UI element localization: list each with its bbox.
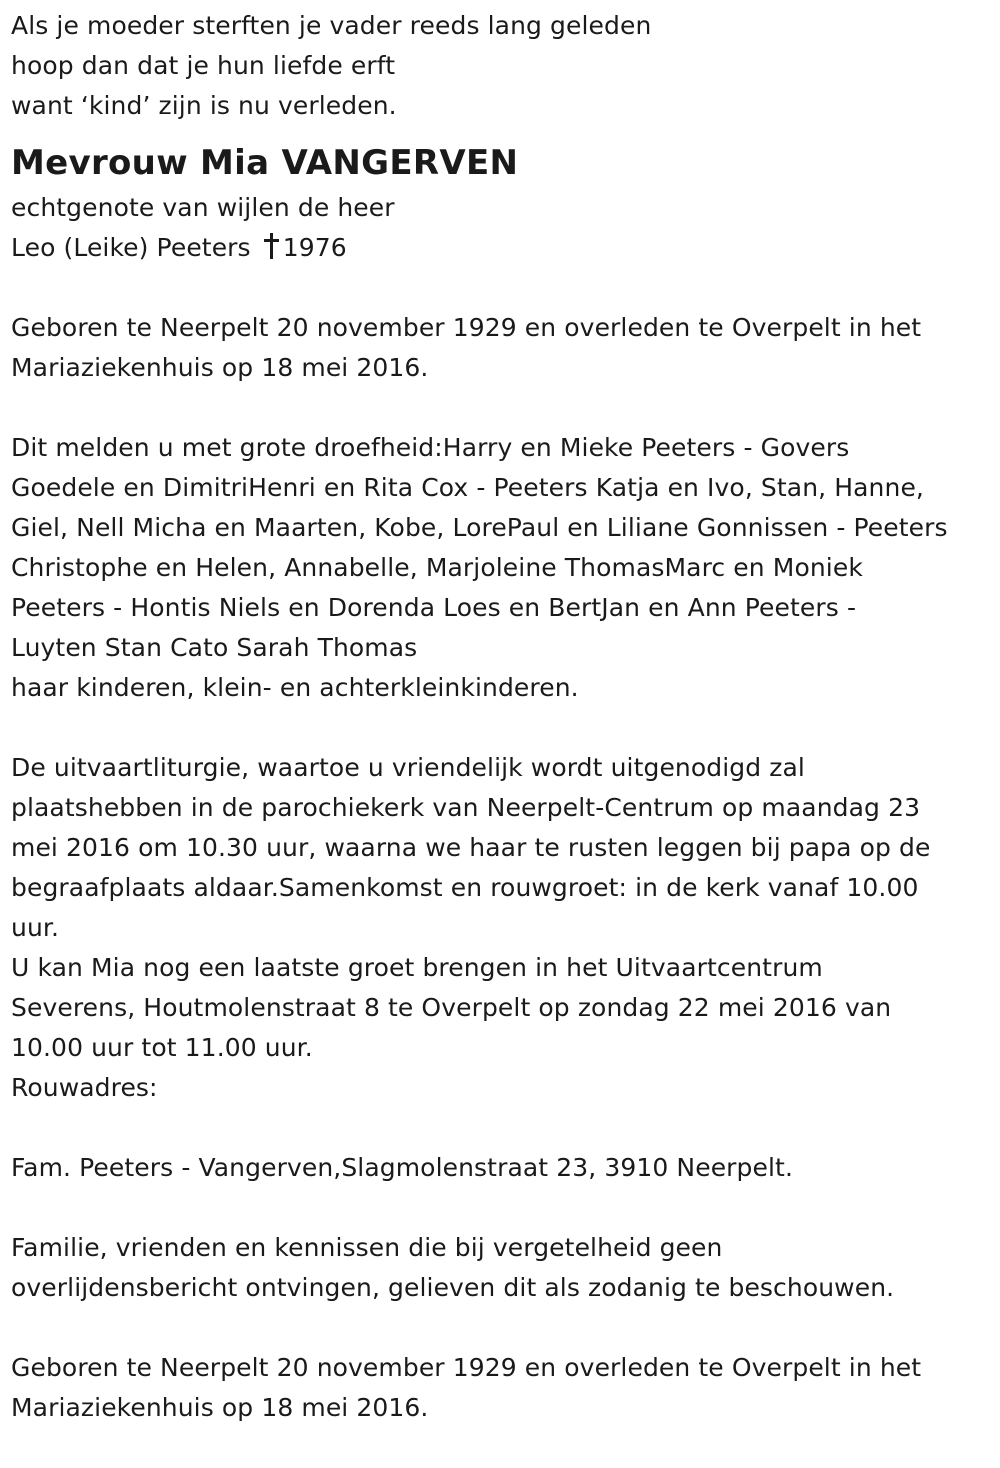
deceased-name: Mevrouw Mia VANGERVEN (11, 143, 519, 183)
text-line: Mariaziekenhuis op 18 mei 2016. (11, 353, 429, 382)
text-line: Rouwadres: (11, 1073, 158, 1102)
birth-death-repeat-paragraph (11, 1348, 996, 1428)
text-line: U kan Mia nog een laatste groet brengen in het Uitvaartcentrum (11, 953, 823, 982)
text-line: De uitvaartliturgie, waartoe u vriendelijk wordt uitgenodigd zal (11, 753, 805, 782)
text-line: Giel, Nell Micha en Maarten, Kobe, LorePaul en Liliane Gonnissen - Peeters (11, 513, 948, 542)
text-line: Goedele en DimitriHenri en Rita Cox - Peeters Katja en Ivo, Stan, Hanne, (11, 473, 924, 502)
text-line: Geboren te Neerpelt 20 november 1929 en overleden te Overpelt in het (11, 1353, 922, 1382)
spouse-name: Leo (Leike) Peeters (11, 233, 251, 262)
text-line: 10.00 uur tot 11.00 uur. (11, 1033, 313, 1062)
spouse-death-year: 1976 (282, 233, 347, 262)
birth-death-paragraph (11, 308, 996, 388)
text-line: mei 2016 om 10.30 uur, waarna we haar te rusten leggen bij papa op de (11, 833, 931, 862)
title-block (11, 138, 996, 188)
notice-paragraph (11, 1228, 996, 1308)
text-line: haar kinderen, klein- en achterkleinkinderen. (11, 673, 579, 702)
text-line: begraafplaats aldaar.Samenkomst en rouwgroet: in de kerk vanaf 10.00 (11, 873, 919, 902)
text-line: Mariaziekenhuis op 18 mei 2016. (11, 1393, 429, 1422)
poem-line: Als je moeder sterften je vader reeds lang geleden (11, 11, 652, 40)
poem-line: hoop dan dat je hun liefde erft (11, 51, 396, 80)
text-line: Severens, Houtmolenstraat 8 te Overpelt op zondag 22 mei 2016 van (11, 993, 892, 1022)
text-line: Dit melden u met grote droefheid:Harry en Mieke Peeters - Govers (11, 433, 850, 462)
text-line: Geboren te Neerpelt 20 november 1929 en overleden te Overpelt in het (11, 313, 922, 342)
family-paragraph (11, 428, 996, 708)
text-line: overlijdensbericht ontvingen, gelieven dit als zodanig te beschouwen. (11, 1273, 895, 1302)
spouse-block (11, 188, 996, 268)
obituary-notice (11, 6, 996, 1428)
text-line: uur. (11, 913, 60, 942)
spouse-line (11, 228, 996, 268)
mourning-address: Fam. Peeters - Vangerven,Slagmolenstraat 23, 3910 Neerpelt. (11, 1153, 793, 1182)
spouse-intro: echtgenote van wijlen de heer (11, 193, 395, 222)
text-line: Christophe en Helen, Annabelle, Marjoleine ThomasMarc en Moniek (11, 553, 863, 582)
poem-line: want ‘kind’ zijn is nu verleden. (11, 91, 397, 120)
poem (11, 6, 996, 126)
text-line: Familie, vrienden en kennissen die bij vergetelheid geen (11, 1233, 723, 1262)
cross-icon (263, 233, 281, 259)
text-line: Luyten Stan Cato Sarah Thomas (11, 633, 418, 662)
text-line: plaatshebben in de parochiekerk van Neerpelt-Centrum op maandag 23 (11, 793, 921, 822)
text-line: Peeters - Hontis Niels en Dorenda Loes en BertJan en Ann Peeters - (11, 593, 857, 622)
funeral-paragraph (11, 748, 996, 1108)
